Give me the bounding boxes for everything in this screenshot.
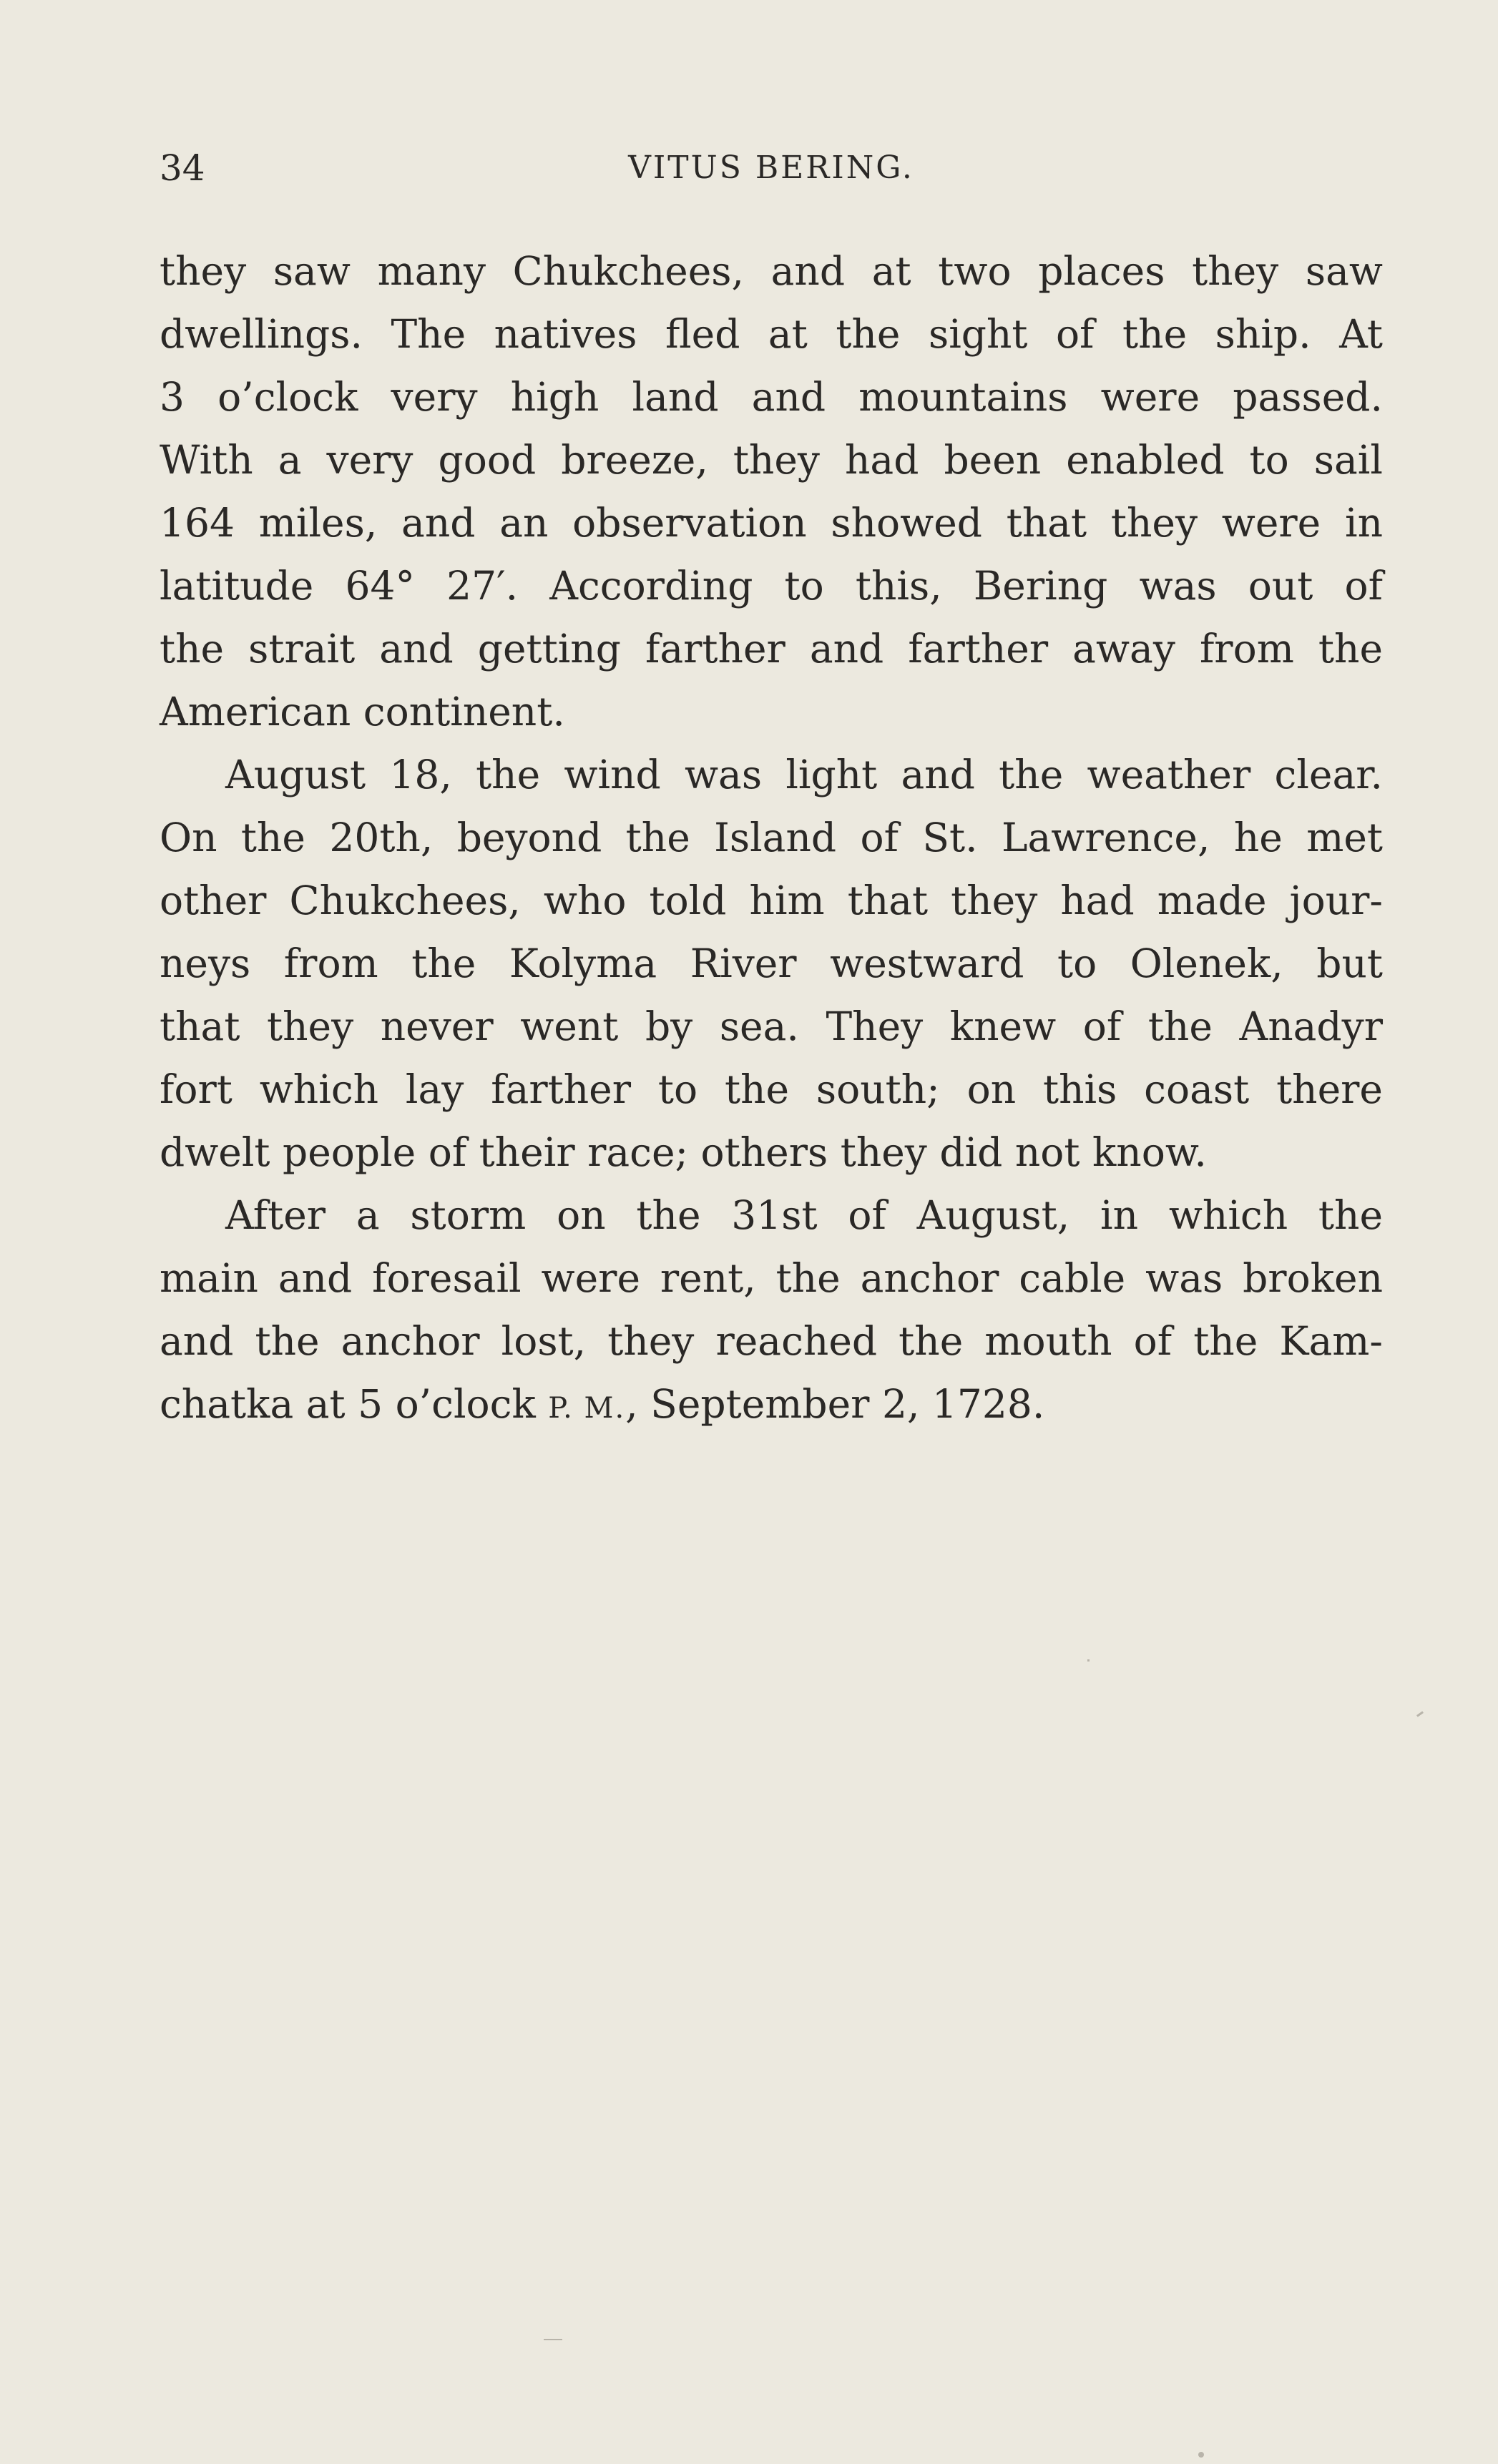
text-line: main and foresail were rent, the anchor cable was broken (160, 1255, 1383, 1301)
time-abbreviation: P. M. (548, 1392, 626, 1425)
final-line-start: chatka at 5 o’clock (160, 1381, 549, 1427)
text-line: After a storm on the 31st of August, in which the (225, 1192, 1383, 1238)
body-text (160, 240, 1383, 1435)
text-line: neys from the Kolyma River westward to Olenek, but (160, 941, 1383, 986)
paper-speck (1198, 2452, 1204, 2458)
text-line: dwelt people of their race; others they did not know. (160, 1129, 1207, 1175)
paper-speck (544, 2339, 562, 2340)
text-line: August 18, the wind was light and the weather clear. (225, 752, 1383, 797)
text-line: that they never went by sea. They knew of the Anadyr (160, 1003, 1383, 1049)
text-line: and the anchor lost, they reached the mouth of the Kam- (160, 1318, 1383, 1364)
final-line-end: , September 2, 1728. (625, 1381, 1045, 1427)
text-line: On the 20th, beyond the Island of St. Lawrence, he met (160, 815, 1383, 860)
running-title: VITUS BERING. (628, 149, 914, 186)
running-head (160, 136, 1383, 200)
text-line: fort which lay farther to the south; on this coast there (160, 1066, 1383, 1112)
text-line: other Chukchees, who told him that they had made jour- (160, 878, 1383, 923)
text-line: they saw many Chukchees, and at two places they saw (160, 248, 1383, 294)
text-line-final (160, 1373, 1383, 1435)
text-line: 164 miles, and an observation showed that they were in (160, 500, 1383, 546)
paper-speck (1087, 1659, 1090, 1662)
paper-speck (1416, 1711, 1424, 1717)
text-line: With a very good breeze, they had been enabled to sail (160, 437, 1383, 483)
text-line: 3 o’clock very high land and mountains were passed. (160, 374, 1383, 420)
text-line: the strait and getting farther and farther away from the (160, 626, 1383, 672)
text-line: latitude 64° 27′. According to this, Bering was out of (160, 563, 1383, 609)
text-line: American continent. (160, 689, 565, 735)
page-number: 34 (160, 147, 205, 189)
text-line: dwellings. The natives fled at the sight of the ship. At (160, 311, 1383, 357)
